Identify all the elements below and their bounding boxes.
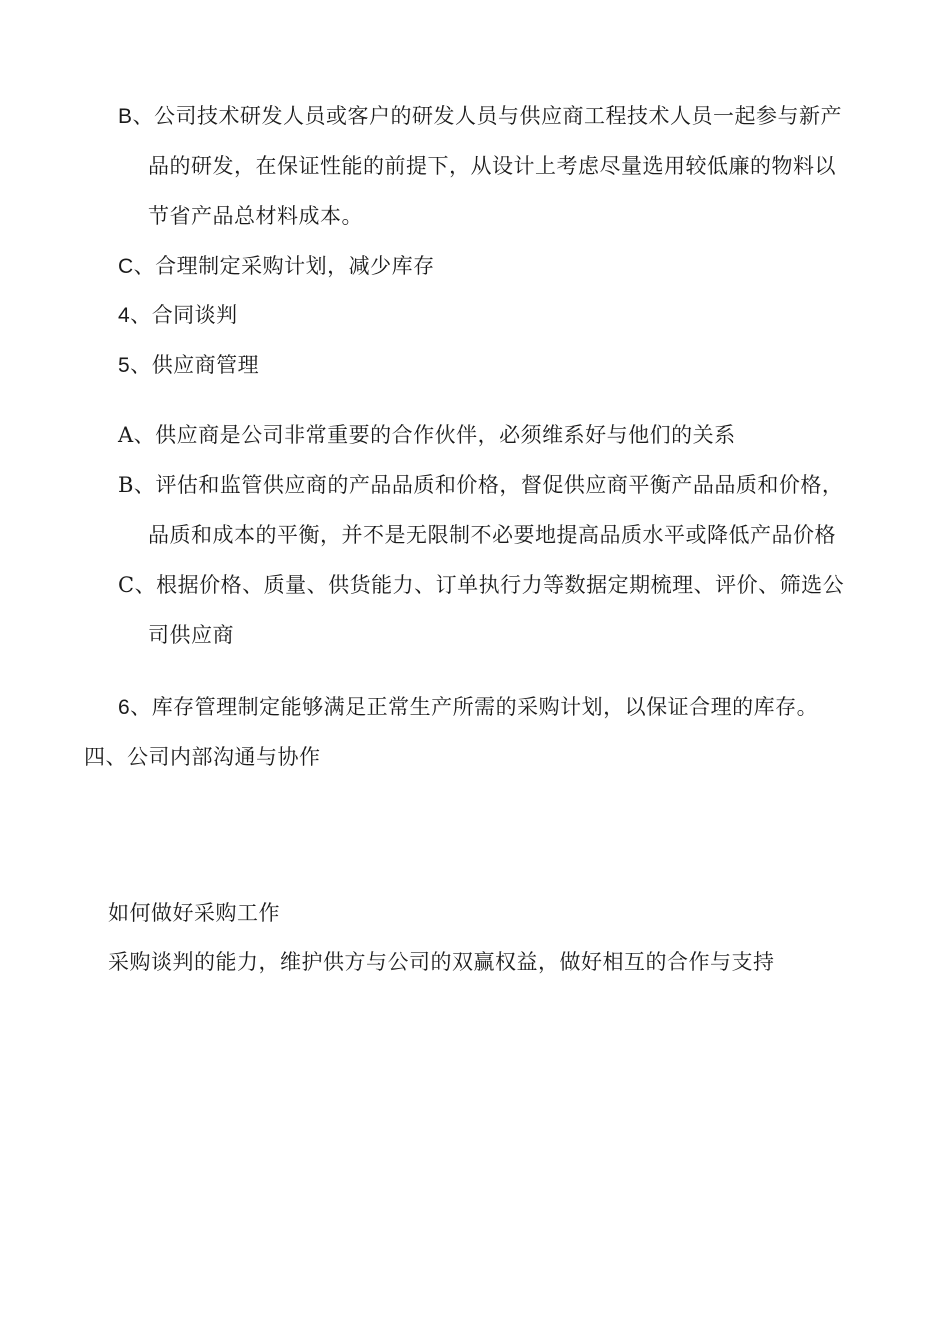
closing-title-text: 如何做好采购工作 — [108, 901, 280, 925]
sub-b-text-1: 评估和监管供应商的产品品质和价格，督促供应商平衡产品品质和价格， — [155, 473, 844, 497]
sub-b-line-2 — [148, 521, 836, 549]
sub-a-text: 供应商是公司非常重要的合作伙伴，必须维系好与他们的关系 — [155, 423, 736, 447]
section-4-heading — [84, 743, 321, 771]
item-c-line — [118, 252, 435, 281]
item-b-line-1 — [118, 102, 842, 131]
item-b-text-2: 品的研发，在保证性能的前提下，从设计上考虑尽量选用较低廉的物料以 — [148, 154, 836, 178]
item-b-text-3: 节省产品总材料成本。 — [148, 204, 363, 228]
section-4-text: 四、公司内部沟通与协作 — [84, 745, 321, 769]
item-6-text: 库存管理制定能够满足正常生产所需的采购计划，以保证合理的库存。 — [151, 695, 819, 719]
item-5-marker: 5、 — [118, 354, 152, 377]
item-6-line — [118, 693, 818, 722]
sub-c-line-1 — [118, 571, 844, 599]
item-6-marker: 6、 — [118, 696, 152, 719]
sub-b-line-1 — [118, 471, 843, 499]
sub-b-text-2: 品质和成本的平衡，并不是无限制不必要地提高品质水平或降低产品价格 — [148, 523, 836, 547]
item-c-text: 合理制定采购计划，减少库存 — [155, 254, 435, 278]
item-b-marker: B、 — [118, 105, 155, 128]
closing-paragraph-text: 采购谈判的能力，维护供方与公司的双赢权益，做好相互的合作与支持 — [108, 950, 775, 974]
item-5-line — [118, 351, 259, 380]
item-4-line — [118, 301, 238, 330]
item-c-marker: C、 — [118, 255, 156, 278]
closing-title — [108, 899, 280, 927]
item-b-line-3 — [148, 202, 363, 230]
sub-a-line — [118, 421, 736, 449]
item-4-marker: 4、 — [118, 304, 152, 327]
item-5-text: 供应商管理 — [151, 353, 260, 377]
sub-a-marker: A、 — [118, 423, 156, 447]
sub-c-line-2 — [148, 621, 234, 649]
item-b-text-1: 公司技术研发人员或客户的研发人员与供应商工程技术人员一起参与新产 — [154, 104, 843, 128]
sub-c-text-2: 司供应商 — [148, 623, 234, 647]
sub-c-marker: C、 — [118, 573, 157, 597]
sub-c-text-1: 根据价格、质量、供货能力、订单执行力等数据定期梳理、评价、筛选公 — [156, 573, 845, 597]
item-4-text: 合同谈判 — [151, 303, 238, 327]
sub-b-marker: B、 — [118, 473, 156, 497]
item-b-line-2 — [148, 152, 836, 180]
closing-paragraph — [108, 948, 775, 976]
